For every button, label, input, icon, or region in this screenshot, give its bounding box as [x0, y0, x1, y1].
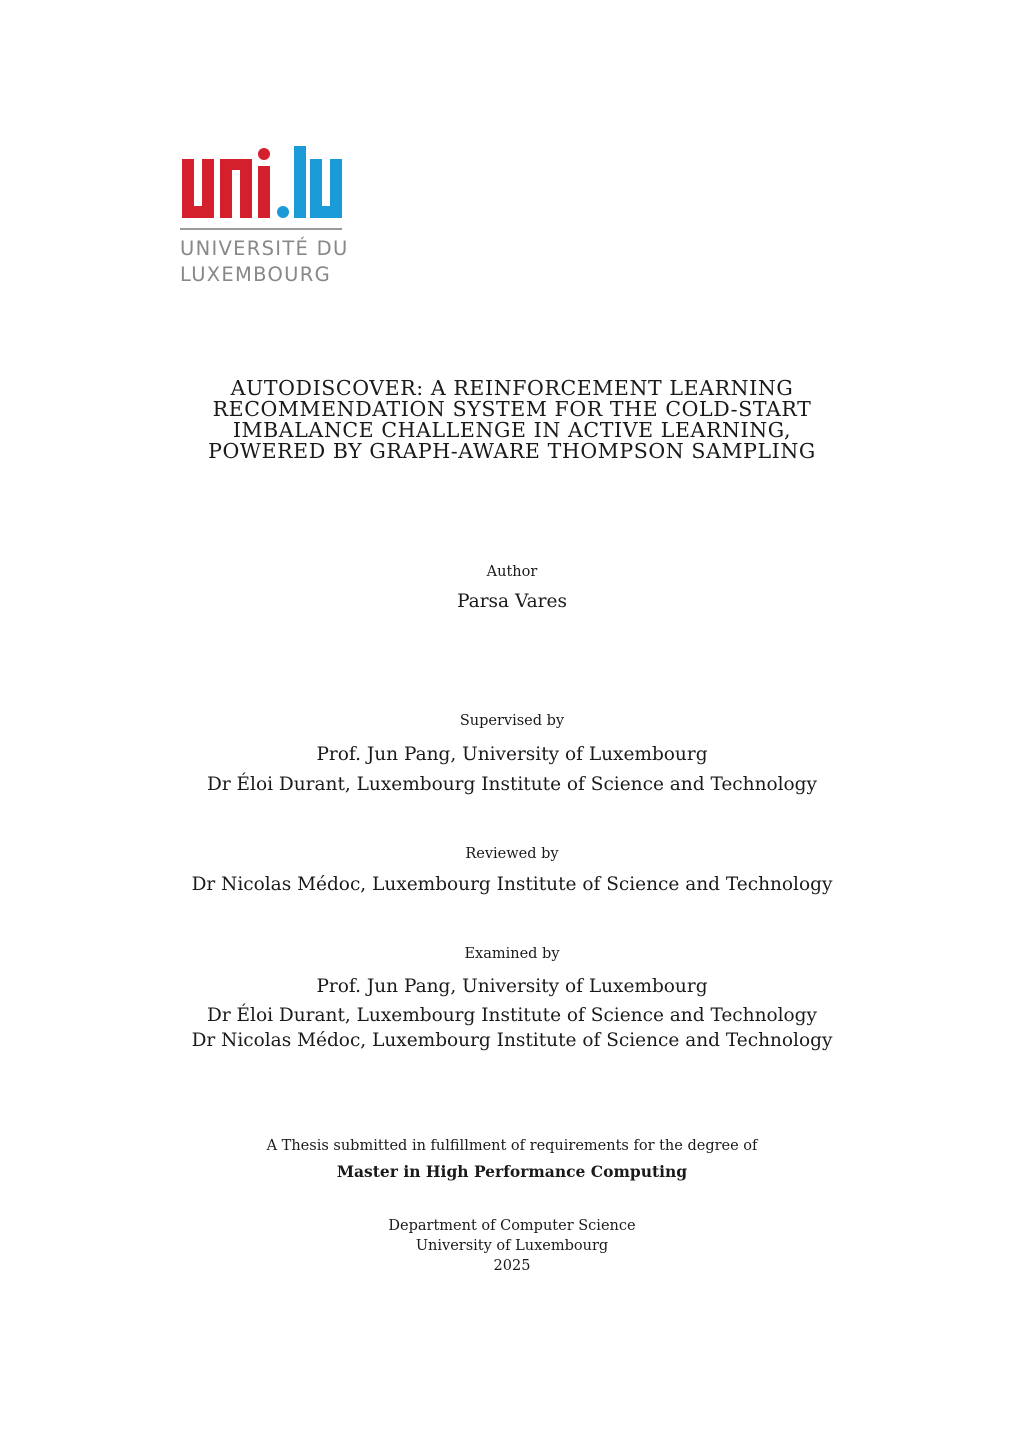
degree-statement: A Thesis submitted in fulfillment of requirements for the degree of: [266, 1138, 758, 1154]
department: Department of Computer Science: [388, 1218, 636, 1234]
supervisor-name: Prof. Jun Pang, University of Luxembourg: [316, 744, 708, 765]
supervisors-section: [100, 711, 924, 799]
year: 2025: [493, 1258, 531, 1274]
title-line: AUTODISCOVER: A REINFORCEMENT LEARNING: [230, 376, 794, 400]
reviewer-name: Dr Nicolas Médoc, Luxembourg Institute of Science and Technology: [191, 874, 833, 895]
reviewers-section: [100, 844, 924, 899]
examiners-section: [100, 944, 924, 1055]
author-section: [100, 562, 924, 616]
logo-text-line2: LUXEMBOURG: [180, 263, 331, 286]
title-line: IMBALANCE CHALLENGE IN ACTIVE LEARNING,: [232, 418, 792, 442]
reviewed-label: Reviewed by: [465, 846, 559, 862]
logo-divider: [180, 228, 342, 230]
supervisor-name: Dr Éloi Durant, Luxembourg Institute of Science and Technology: [207, 774, 817, 795]
examined-label: Examined by: [464, 946, 560, 962]
examiner-name: Dr Éloi Durant, Luxembourg Institute of Science and Technology: [207, 1005, 817, 1026]
degree-section: [100, 1136, 924, 1182]
university: University of Luxembourg: [415, 1238, 609, 1254]
thesis-title: [100, 378, 924, 462]
supervised-label: Supervised by: [459, 713, 565, 729]
author-label: Author: [486, 564, 538, 580]
examiner-name: Prof. Jun Pang, University of Luxembourg: [316, 976, 708, 997]
author-name: Parsa Vares: [457, 591, 567, 612]
degree-name: Master in High Performance Computing: [336, 1162, 688, 1181]
uni-lu-wordmark: [180, 144, 345, 224]
examiner-name: Dr Nicolas Médoc, Luxembourg Institute of Science and Technology: [191, 1030, 833, 1051]
title-line: POWERED BY GRAPH-AWARE THOMPSON SAMPLING: [208, 439, 816, 463]
university-logo: [180, 144, 349, 289]
affiliation-section: [100, 1216, 924, 1276]
title-line: RECOMMENDATION SYSTEM FOR THE COLD-START: [212, 397, 812, 421]
logo-text-line1: UNIVERSITÉ DU: [180, 237, 349, 260]
